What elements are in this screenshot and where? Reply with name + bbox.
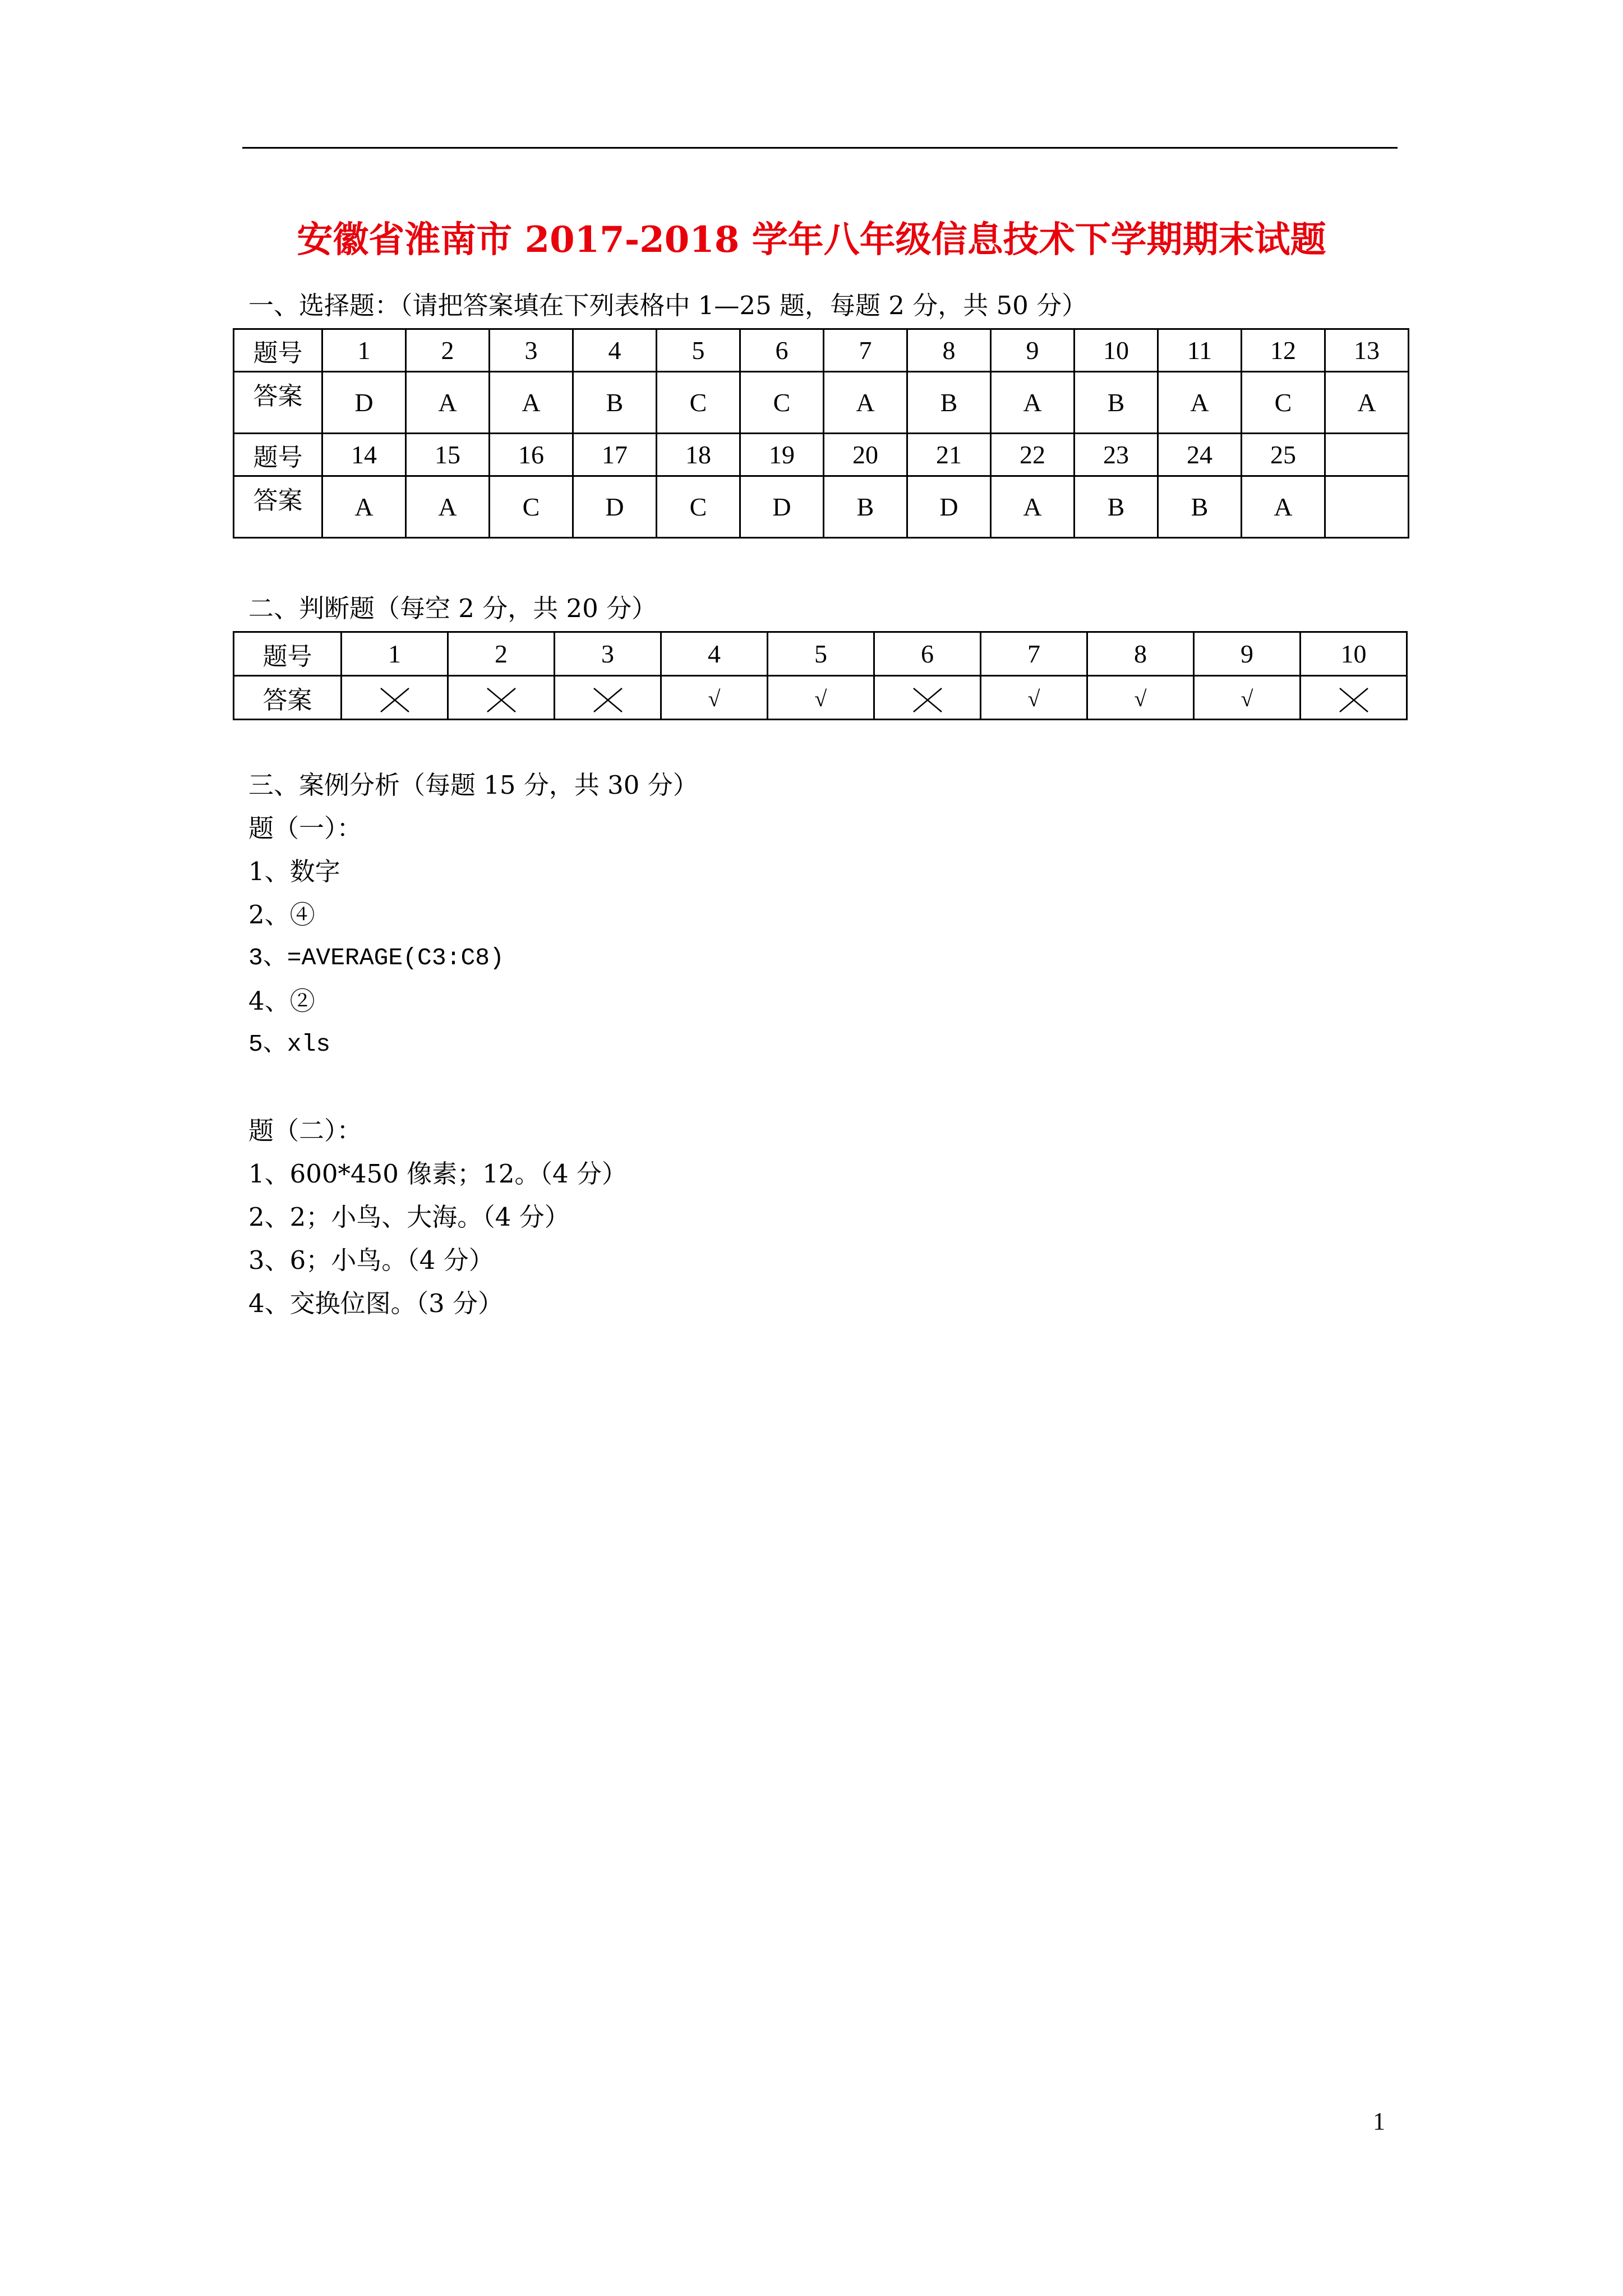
question-number-cell: 2	[406, 329, 490, 372]
question-number-cell: 18	[657, 434, 740, 476]
cross-mark-icon	[593, 687, 623, 713]
check-mark-icon: √	[1241, 686, 1253, 711]
question-number-cell: 9	[991, 329, 1075, 372]
multiple-choice-table	[233, 328, 1409, 539]
question-number-cell: 17	[573, 434, 657, 476]
row-label-number: 题号	[234, 329, 322, 372]
section3-heading: 三、案例分析（每题 15 分，共 30 分）	[248, 770, 698, 800]
answer-cell: D	[907, 476, 991, 538]
row-label-answer: 答案	[234, 476, 322, 538]
question-number-cell: 16	[490, 434, 573, 476]
header-rule	[242, 147, 1398, 149]
question-number-cell: 2	[448, 632, 555, 676]
check-mark-icon: √	[1134, 686, 1147, 711]
true-false-table	[233, 631, 1408, 720]
answer-cell: A	[322, 476, 406, 538]
question-number-cell: 6	[874, 632, 981, 676]
answer-cell: A	[406, 476, 490, 538]
case-two-label: 题（二）：	[248, 1116, 362, 1145]
judgment-cell	[1194, 676, 1301, 720]
judgment-cell	[1301, 676, 1407, 720]
question-number-cell: 6	[740, 329, 824, 372]
judgment-cell	[661, 676, 768, 720]
question-number-cell: 8	[907, 329, 991, 372]
cross-mark-icon	[912, 687, 943, 713]
question-number-cell: 10	[1301, 632, 1407, 676]
question-number-cell: 4	[573, 329, 657, 372]
judgment-cell	[342, 676, 448, 720]
question-number-cell: 19	[740, 434, 824, 476]
question-number-cell: 1	[322, 329, 406, 372]
answer-cell: C	[657, 476, 740, 538]
table-row	[234, 434, 1409, 476]
question-number-cell: 10	[1075, 329, 1158, 372]
answer-cell: B	[1075, 372, 1158, 434]
row-label-number: 题号	[234, 434, 322, 476]
answer-cell: D	[322, 372, 406, 434]
answer-cell: A	[490, 372, 573, 434]
case-one-item: 4、②	[248, 986, 315, 1016]
check-mark-icon: √	[708, 686, 721, 711]
question-number-cell: 15	[406, 434, 490, 476]
judgment-cell	[874, 676, 981, 720]
question-number-cell: 8	[1087, 632, 1194, 676]
check-mark-icon: √	[1027, 686, 1040, 711]
empty-cell	[1325, 476, 1409, 538]
case-one-label: 题（一）：	[248, 813, 362, 843]
answer-cell: A	[406, 372, 490, 434]
answer-cell: C	[657, 372, 740, 434]
case-one-item: 1、数字	[248, 857, 340, 886]
question-number-cell: 23	[1075, 434, 1158, 476]
question-number-cell: 20	[824, 434, 907, 476]
answer-cell: A	[991, 372, 1075, 434]
check-mark-icon: √	[814, 686, 827, 711]
judgment-cell	[1087, 676, 1194, 720]
judgment-cell	[448, 676, 555, 720]
answer-cell: A	[1158, 372, 1242, 434]
section1-heading: 一、选择题：（请把答案填在下列表格中 1—25 题，每题 2 分，共 50 分）	[248, 291, 1087, 320]
answer-cell: A	[1325, 372, 1409, 434]
table-row	[234, 632, 1407, 676]
table-row	[234, 676, 1407, 720]
question-number-cell: 11	[1158, 329, 1242, 372]
answer-cell: D	[740, 476, 824, 538]
page-number: 1	[1373, 2108, 1385, 2135]
row-label-number: 题号	[234, 632, 342, 676]
case-one-item: 2、④	[248, 900, 315, 930]
case-two-item: 2、2；小鸟、大海。（4 分）	[248, 1202, 570, 1232]
cross-mark-icon	[486, 687, 517, 713]
answer-cell: A	[824, 372, 907, 434]
cross-mark-icon	[1339, 687, 1369, 713]
judgment-cell	[555, 676, 661, 720]
question-number-cell: 4	[661, 632, 768, 676]
answer-cell: B	[907, 372, 991, 434]
question-number-cell: 24	[1158, 434, 1242, 476]
row-label-answer: 答案	[234, 676, 342, 720]
question-number-cell: 22	[991, 434, 1075, 476]
judgment-cell	[981, 676, 1087, 720]
table-row	[234, 372, 1409, 434]
answer-cell: B	[824, 476, 907, 538]
question-number-cell: 1	[342, 632, 448, 676]
question-number-cell: 3	[555, 632, 661, 676]
question-number-cell: 13	[1325, 329, 1409, 372]
answer-cell: B	[573, 372, 657, 434]
cross-mark-icon	[380, 687, 410, 713]
question-number-cell: 7	[981, 632, 1087, 676]
question-number-cell: 7	[824, 329, 907, 372]
answer-cell: C	[1242, 372, 1325, 434]
question-number-cell: 25	[1242, 434, 1325, 476]
case-two-item: 3、6；小鸟。（4 分）	[248, 1245, 494, 1275]
table-row	[234, 476, 1409, 538]
answer-cell: C	[740, 372, 824, 434]
question-number-cell: 9	[1194, 632, 1301, 676]
question-number-cell: 5	[657, 329, 740, 372]
answer-cell: C	[490, 476, 573, 538]
case-two-item: 1、600*450 像素；12。（4 分）	[248, 1159, 627, 1189]
answer-cell: B	[1075, 476, 1158, 538]
answer-cell: B	[1158, 476, 1242, 538]
answer-cell: A	[1242, 476, 1325, 538]
case-one-item: 5、xls	[248, 1030, 331, 1058]
question-number-cell: 12	[1242, 329, 1325, 372]
empty-cell	[1325, 434, 1409, 476]
answer-cell: A	[991, 476, 1075, 538]
case-one-item: 3、=AVERAGE(C3:C8)	[248, 944, 504, 972]
question-number-cell: 14	[322, 434, 406, 476]
question-number-cell: 5	[768, 632, 874, 676]
answer-cell: D	[573, 476, 657, 538]
case-two-item: 4、交换位图。（3 分）	[248, 1289, 504, 1318]
judgment-cell	[768, 676, 874, 720]
page-title: 安徽省淮南市 2017-2018 学年八年级信息技术下学期期末试题	[297, 219, 1326, 261]
table-row	[234, 329, 1409, 372]
question-number-cell: 21	[907, 434, 991, 476]
question-number-cell: 3	[490, 329, 573, 372]
row-label-answer: 答案	[234, 372, 322, 434]
section2-heading: 二、判断题（每空 2 分，共 20 分）	[248, 593, 657, 623]
